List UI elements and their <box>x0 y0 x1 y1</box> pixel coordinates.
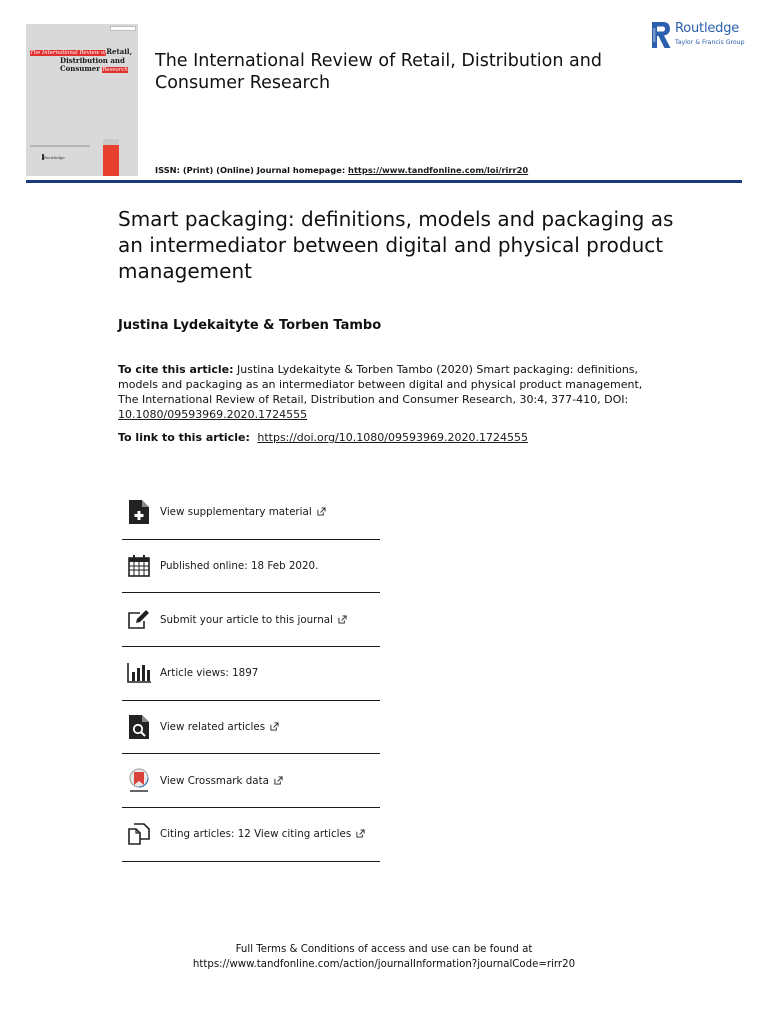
footer-terms-url[interactable]: https://www.tandfonline.com/action/journalInformation?journalCode=rirr20 <box>192 959 576 970</box>
citing-articles-icon <box>126 821 152 847</box>
article-doi-link[interactable]: https://doi.org/10.1080/09593969.2020.1724555 <box>257 431 528 444</box>
article-links-list <box>122 486 380 862</box>
external-link-icon <box>356 829 365 838</box>
cover-title-line3-word: Consumer <box>60 64 100 73</box>
journal-title: The International Review of Retail, Distribution and Consumer Research <box>155 51 602 93</box>
footer-line1: Full Terms & Conditions of access and use can be found at <box>235 944 533 955</box>
link-label: View related articles <box>160 721 279 733</box>
footer-terms <box>0 942 768 972</box>
citing-articles-link[interactable] <box>122 808 380 862</box>
supplementary-file-icon <box>126 499 152 525</box>
publisher-name: Routledge <box>675 21 740 36</box>
cover-title-line2: Distribution and <box>60 56 125 65</box>
related-articles-link[interactable] <box>122 701 380 755</box>
cover-red-bar <box>103 145 119 176</box>
external-link-icon <box>338 615 347 624</box>
article-authors: Justina Lydekaityte & Torben Tambo <box>118 318 382 333</box>
cover-title <box>30 48 138 74</box>
cite-doi-link[interactable]: 10.1080/09593969.2020.1724555 <box>118 408 308 421</box>
calendar-icon <box>126 553 152 579</box>
routledge-r-icon <box>652 22 671 48</box>
external-link-icon <box>274 776 283 785</box>
edit-icon <box>126 607 152 633</box>
article-views-item <box>122 647 380 701</box>
article-views-label: Article views: 1897 <box>160 667 259 680</box>
cite-label: To cite this article: <box>118 363 234 376</box>
link-label: View Crossmark data <box>160 775 283 787</box>
cite-text: Justina Lydekaityte & Torben Tambo (2020) Smart packaging: definitions, models and packaging as an intermediator between digital and physical product management, The International Review of Retail, Distribution and Consumer Research, 30:4, 377-410, DOI: <box>118 363 643 406</box>
journal-homepage-link[interactable]: https://www.tandfonline.com/loi/rirr20 <box>348 165 529 175</box>
citation-block <box>118 362 658 422</box>
crossmark-link[interactable] <box>122 754 380 808</box>
cover-title-line3-suffix: Research <box>102 67 128 73</box>
external-link-icon <box>270 722 279 731</box>
bar-chart-icon <box>126 660 152 686</box>
header-divider <box>26 180 742 183</box>
published-online-label: Published online: 18 Feb 2020. <box>160 560 319 573</box>
cover-issn-tag <box>110 26 136 31</box>
external-link-icon <box>317 507 326 516</box>
article-link-line <box>118 431 528 444</box>
journal-cover-image <box>26 24 138 176</box>
link-label: Citing articles: 12 View citing articles <box>160 828 365 840</box>
supplementary-material-link[interactable] <box>122 486 380 540</box>
cover-title-prefix: The International Review of <box>30 50 107 56</box>
link-label: View supplementary material <box>160 506 326 518</box>
issn-line <box>155 165 528 175</box>
cover-title-line3 <box>30 65 138 74</box>
issn-label: ISSN: (Print) (Online) Journal homepage: <box>155 165 346 175</box>
publisher-subtitle: Taylor & Francis Group <box>675 39 745 46</box>
publisher-logo[interactable] <box>652 20 748 50</box>
published-online-item <box>122 540 380 594</box>
related-search-icon <box>126 714 152 740</box>
submit-article-link[interactable] <box>122 593 380 647</box>
cover-title-line1: Retail, <box>106 47 133 56</box>
cover-volume-line <box>30 145 90 147</box>
link-label: Submit your article to this journal <box>160 614 347 626</box>
article-title: Smart packaging: definitions, models and packaging as an intermediator between digital and physical product management <box>118 207 674 283</box>
link-label: To link to this article: <box>118 431 250 444</box>
cover-publisher: Routledge <box>44 155 65 160</box>
crossmark-icon <box>126 768 152 794</box>
